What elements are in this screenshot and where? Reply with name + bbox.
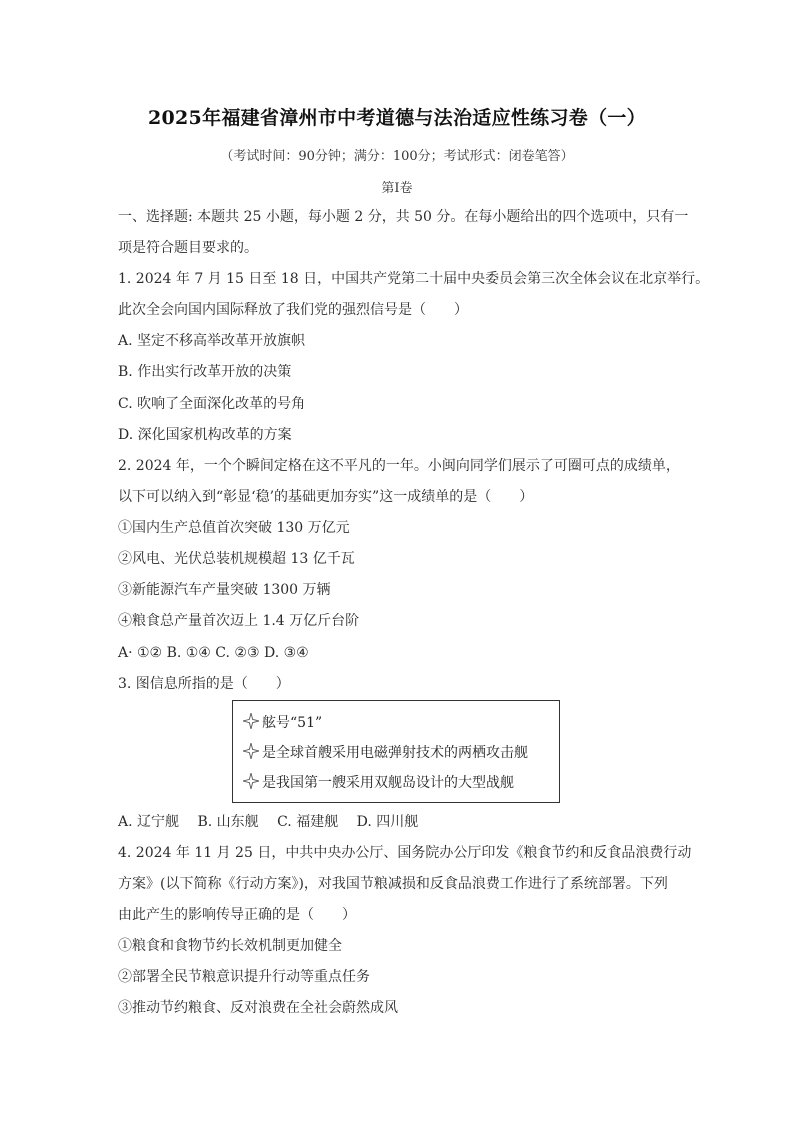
info-box-item-1 (243, 713, 322, 733)
q3-info-box (232, 700, 560, 803)
q4-statement-3: ③推动节约粮食、反对浪费在全社会蔚然成风 (118, 1000, 398, 1016)
info-box-item-2 (243, 743, 528, 763)
info-box-item-3-text: 是我国第一艘采用双舰岛设计的大型战舰 (262, 775, 514, 791)
q1-option-c: C. 吹响了全面深化改革的号角 (118, 396, 306, 412)
volume-label: 第I卷 (381, 181, 413, 196)
q2-options: A· ①② B. ①④ C. ②③ D. ③④ (118, 645, 309, 661)
info-box-item-3 (243, 773, 514, 793)
q1-option-b: B. 作出实行改革开放的决策 (118, 364, 292, 380)
q4-stem-line-3: 由此产生的影响传导正确的是（ ） (118, 907, 356, 923)
section-instruction-line-2: 项是符合题目要求的。 (118, 240, 258, 256)
q4-stem-line-2: 方案》(以下简称《行动方案》)，对我国节粮减损和反食品浪费工作进行了系统部署。下列 (118, 876, 668, 892)
q1-option-d: D. 深化国家机构改革的方案 (118, 427, 292, 443)
q1-option-a: A. 坚定不移高举改革开放旗帜 (118, 333, 306, 349)
four-point-star-icon (243, 713, 259, 729)
info-box-item-1-text: 舷号“51” (262, 715, 323, 731)
q3-options: A. 辽宁舰 B. 山东舰 C. 福建舰 D. 四川舰 (118, 814, 419, 830)
q4-stem-line-1: 4. 2024 年 11 月 25 日，中共中央办公厅、国务院办公厅印发《粮食节约和反食品浪费行动 (118, 845, 692, 861)
exam-title: 2025年福建省漳州市中考道德与法治适应性练习卷（一） (148, 107, 646, 129)
q4-statement-1: ①粮食和食物节约长效机制更加健全 (118, 938, 342, 954)
q2-statement-3: ③新能源汽车产量突破 1300 万辆 (118, 582, 331, 598)
q4-statement-2: ②部署全民节粮意识提升行动等重点任务 (118, 969, 370, 985)
section-instruction-line-1: 一、选择题: 本题共 25 小题，每小题 2 分，共 50 分。在每小题给出的四个选项中，只有一 (118, 209, 689, 225)
q2-statement-4: ④粮食总产量首次迈上 1.4 万亿斤台阶 (118, 613, 360, 629)
q2-statement-2: ②风电、光伏总装机规模超 13 亿千瓦 (118, 551, 355, 567)
q2-statement-1: ①国内生产总值首次突破 130 万亿元 (118, 520, 350, 536)
q3-stem: 3. 图信息所指的是（ ） (118, 676, 290, 692)
q1-stem-line-2: 此次全会向国内国际释放了我们党的强烈信号是（ ） (118, 302, 468, 318)
four-point-star-icon (243, 773, 259, 789)
q1-stem-line-1: 1. 2024 年 7 月 15 日至 18 日，中国共产党第二十届中央委员会第三次全体会议在北京举行。 (118, 271, 710, 287)
exam-subtitle: （考试时间：90分钟；满分：100分；考试形式：闭卷笔答） (220, 149, 574, 164)
info-box-item-2-text: 是全球首艘采用电磁弹射技术的两栖攻击舰 (262, 745, 528, 761)
q2-stem-line-1: 2. 2024 年，一个个瞬间定格在这不平凡的一年。小闽向同学们展示了可圈可点的成绩单， (118, 458, 680, 474)
four-point-star-icon (243, 743, 259, 759)
q2-stem-line-2: 以下可以纳入到“彰显‘稳’的基础更加夯实”这一成绩单的是（ ） (118, 489, 534, 505)
